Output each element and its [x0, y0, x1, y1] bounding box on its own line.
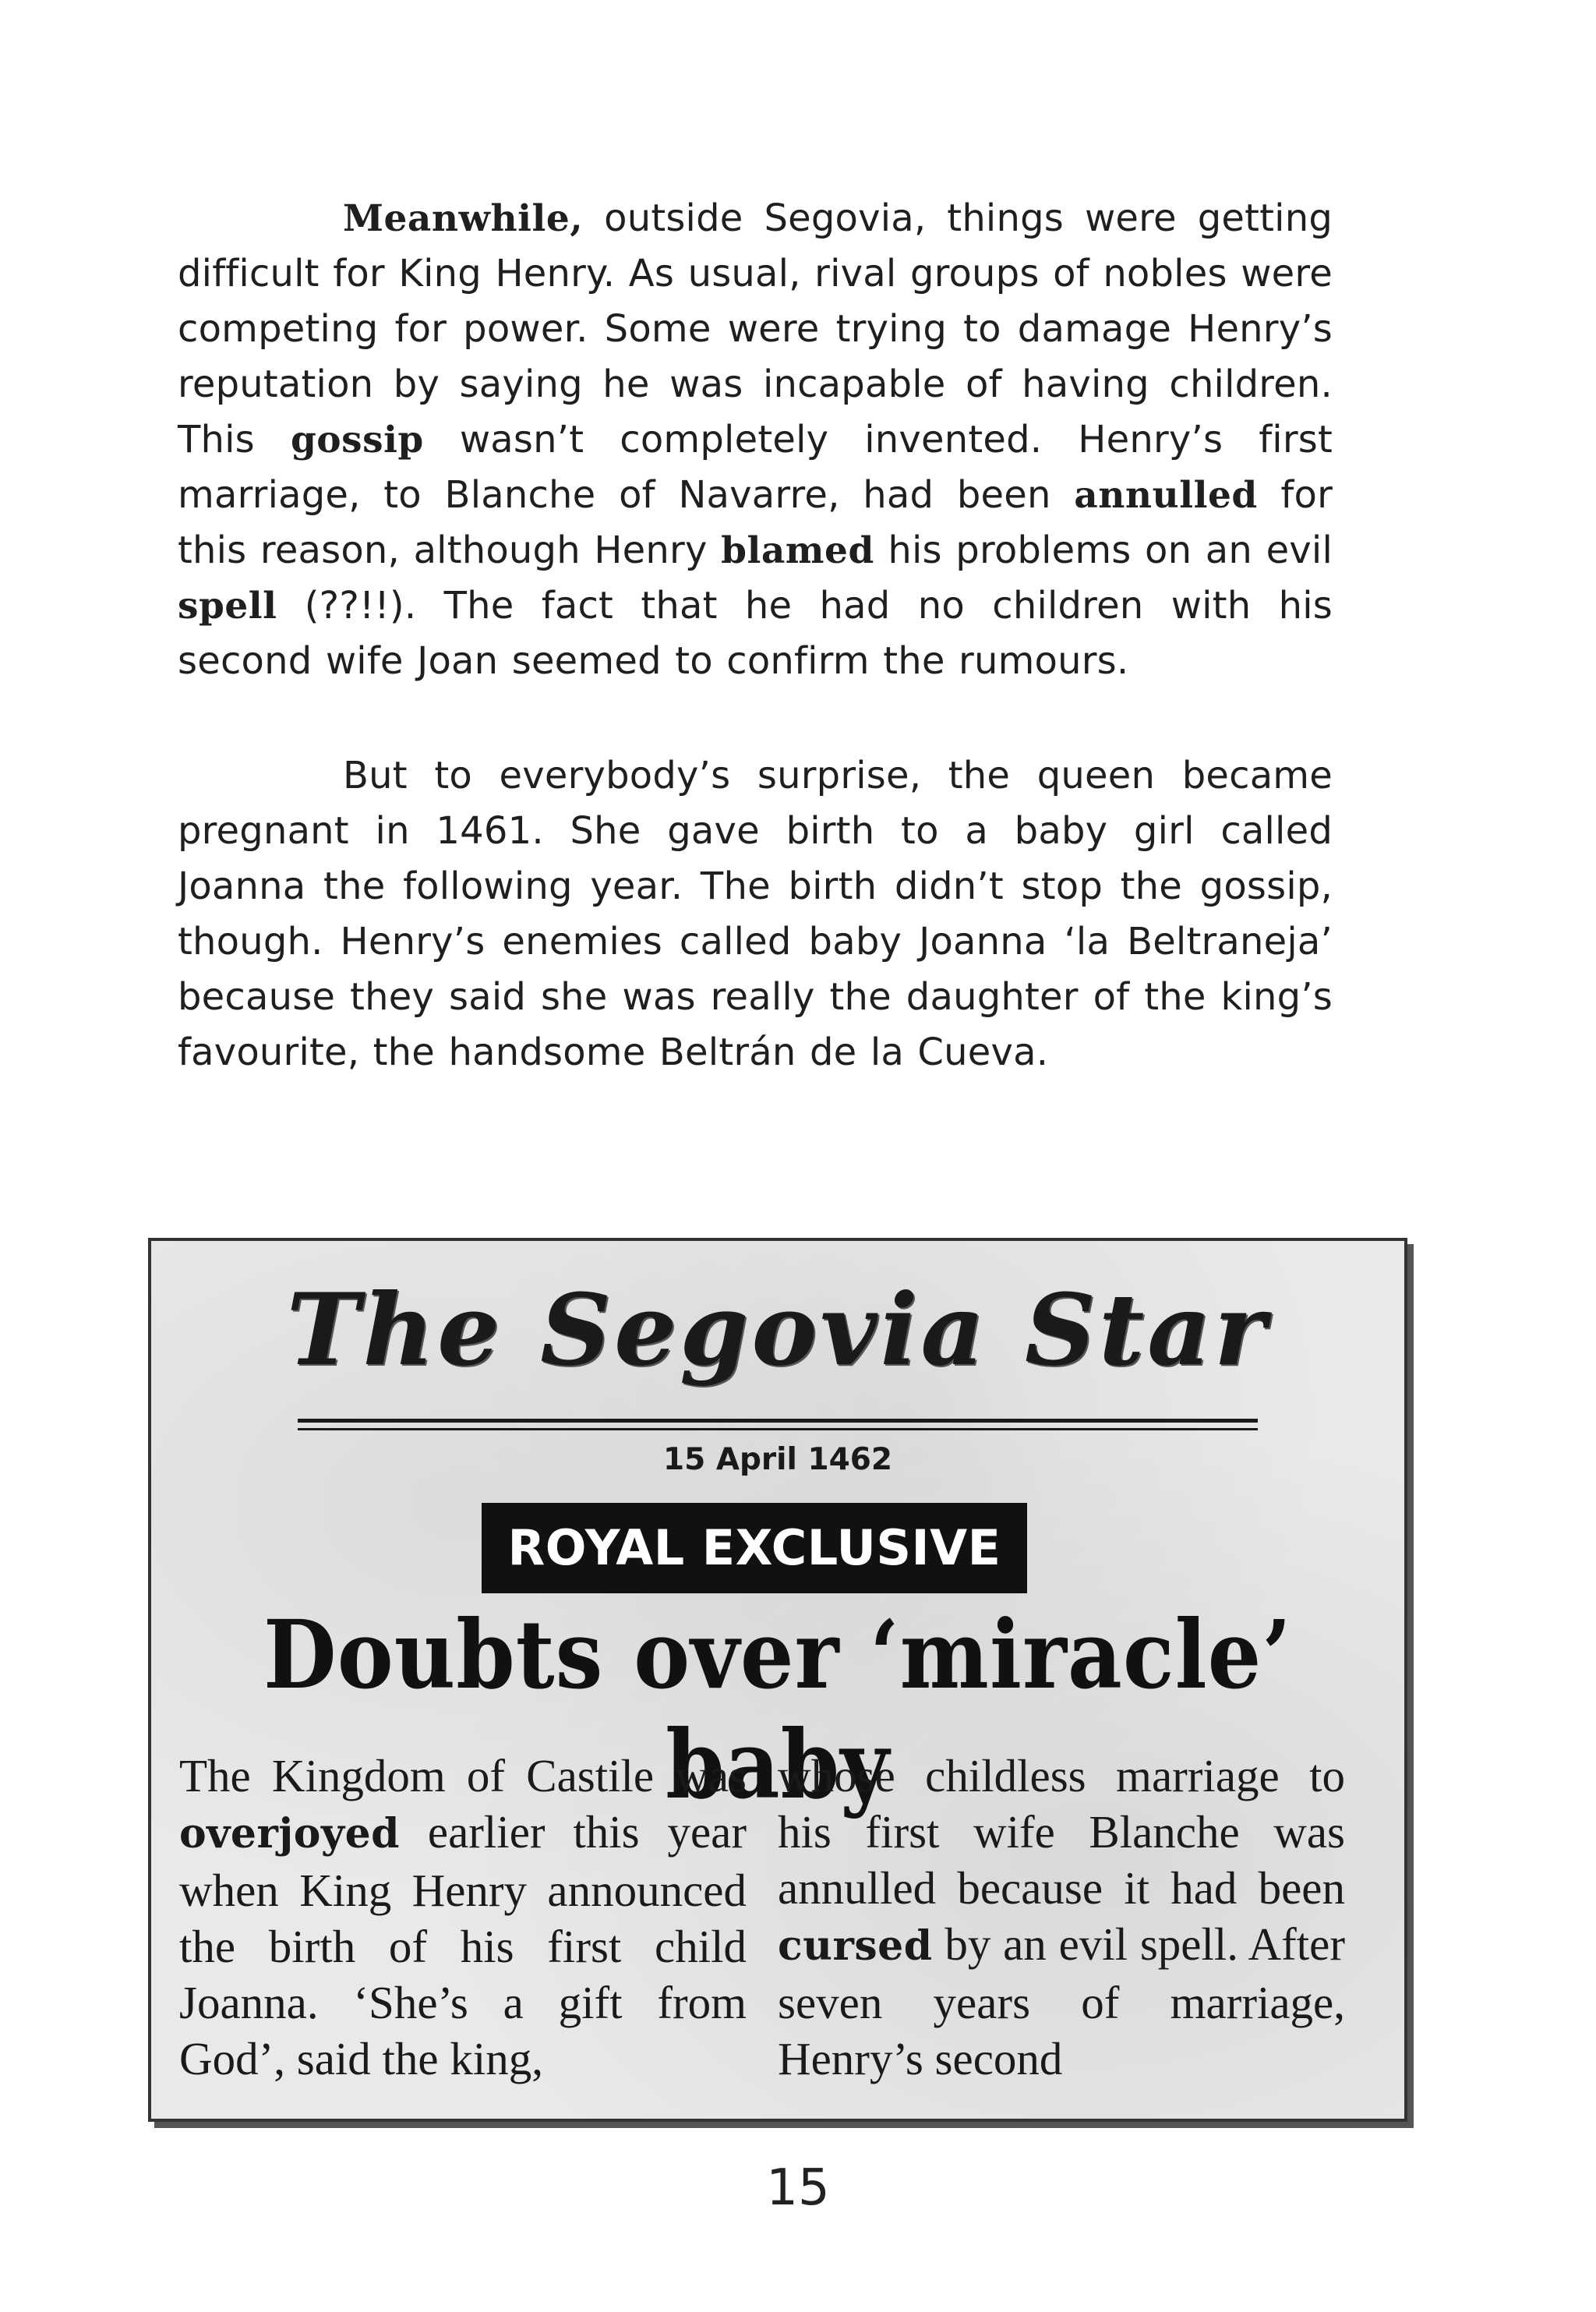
- keyword-spell: spell: [178, 585, 277, 627]
- paragraph-meanwhile: [178, 191, 1333, 689]
- article-right-text-1: whose childless marriage to his first wife Blanche was annulled because it had been: [778, 1750, 1345, 1914]
- article-left-text-1: The Kingdom of Castile was: [179, 1750, 747, 1801]
- paragraph2-text: But to everybody’s surprise, the queen became pregnant in 1461. She gave birth to a baby girl called Joanna the following year. The birth didn’t stop the gossip, though. Henry’s enemies called baby Joanna ‘la Beltraneja’ because they said she was really the daughter of the king’s favourite, the handsome Beltrán de la Cueva.: [178, 754, 1333, 1074]
- paragraph-surprise: [178, 748, 1333, 1080]
- paragraph1-text-2: wasn’t completely invented. Henry’s first marriage, to Blanche of Navarre, had been: [178, 418, 1333, 517]
- article-column-right: [778, 1748, 1345, 2087]
- article-right-text-2: by an evil spell. After seven years of marriage, Henry’s second: [778, 1918, 1345, 2084]
- paragraph1-text-1: outside Segovia, things were getting difficult for King Henry. As usual, rival groups of nobles were competing for power. Some were trying to damage Henry’s reputation by saying he was incapable of having children. This: [178, 196, 1333, 461]
- paragraph1-text-5: (??!!). The fact that he had no children with his second wife Joan seemed to confirm the rumours.: [178, 584, 1333, 683]
- page-number: 15: [766, 2159, 830, 2217]
- paragraph1-text-4: his problems on an evil: [874, 529, 1333, 572]
- newspaper-clipping: [148, 1238, 1407, 2122]
- keyword-overjoyed: overjoyed: [179, 1810, 401, 1858]
- keyword-annulled: annulled: [1074, 474, 1258, 517]
- keyword-meanwhile: Meanwhile,: [343, 197, 584, 240]
- masthead-rule-thin: [298, 1428, 1258, 1430]
- article-left-text-2: earlier this year when King Henry announced the birth of his first child Joanna. ‘She’s a gift from God’, said the king,: [179, 1806, 747, 2084]
- keyword-cursed: cursed: [778, 1922, 933, 1970]
- paragraph1-text-3: for this reason, although Henry: [178, 473, 1333, 572]
- newspaper-masthead: The Segovia Star: [286, 1272, 1269, 1388]
- newspaper-headline: Doubts over ‘miracle’ baby: [263, 1600, 1292, 1821]
- exclusive-banner: ROYAL EXCLUSIVE: [482, 1503, 1027, 1593]
- keyword-gossip: gossip: [290, 419, 424, 461]
- newspaper-date: 15 April 1462: [662, 1442, 893, 1477]
- article-column-left: [179, 1748, 747, 2087]
- masthead-rule: [298, 1419, 1258, 1423]
- keyword-blamed: blamed: [721, 529, 874, 572]
